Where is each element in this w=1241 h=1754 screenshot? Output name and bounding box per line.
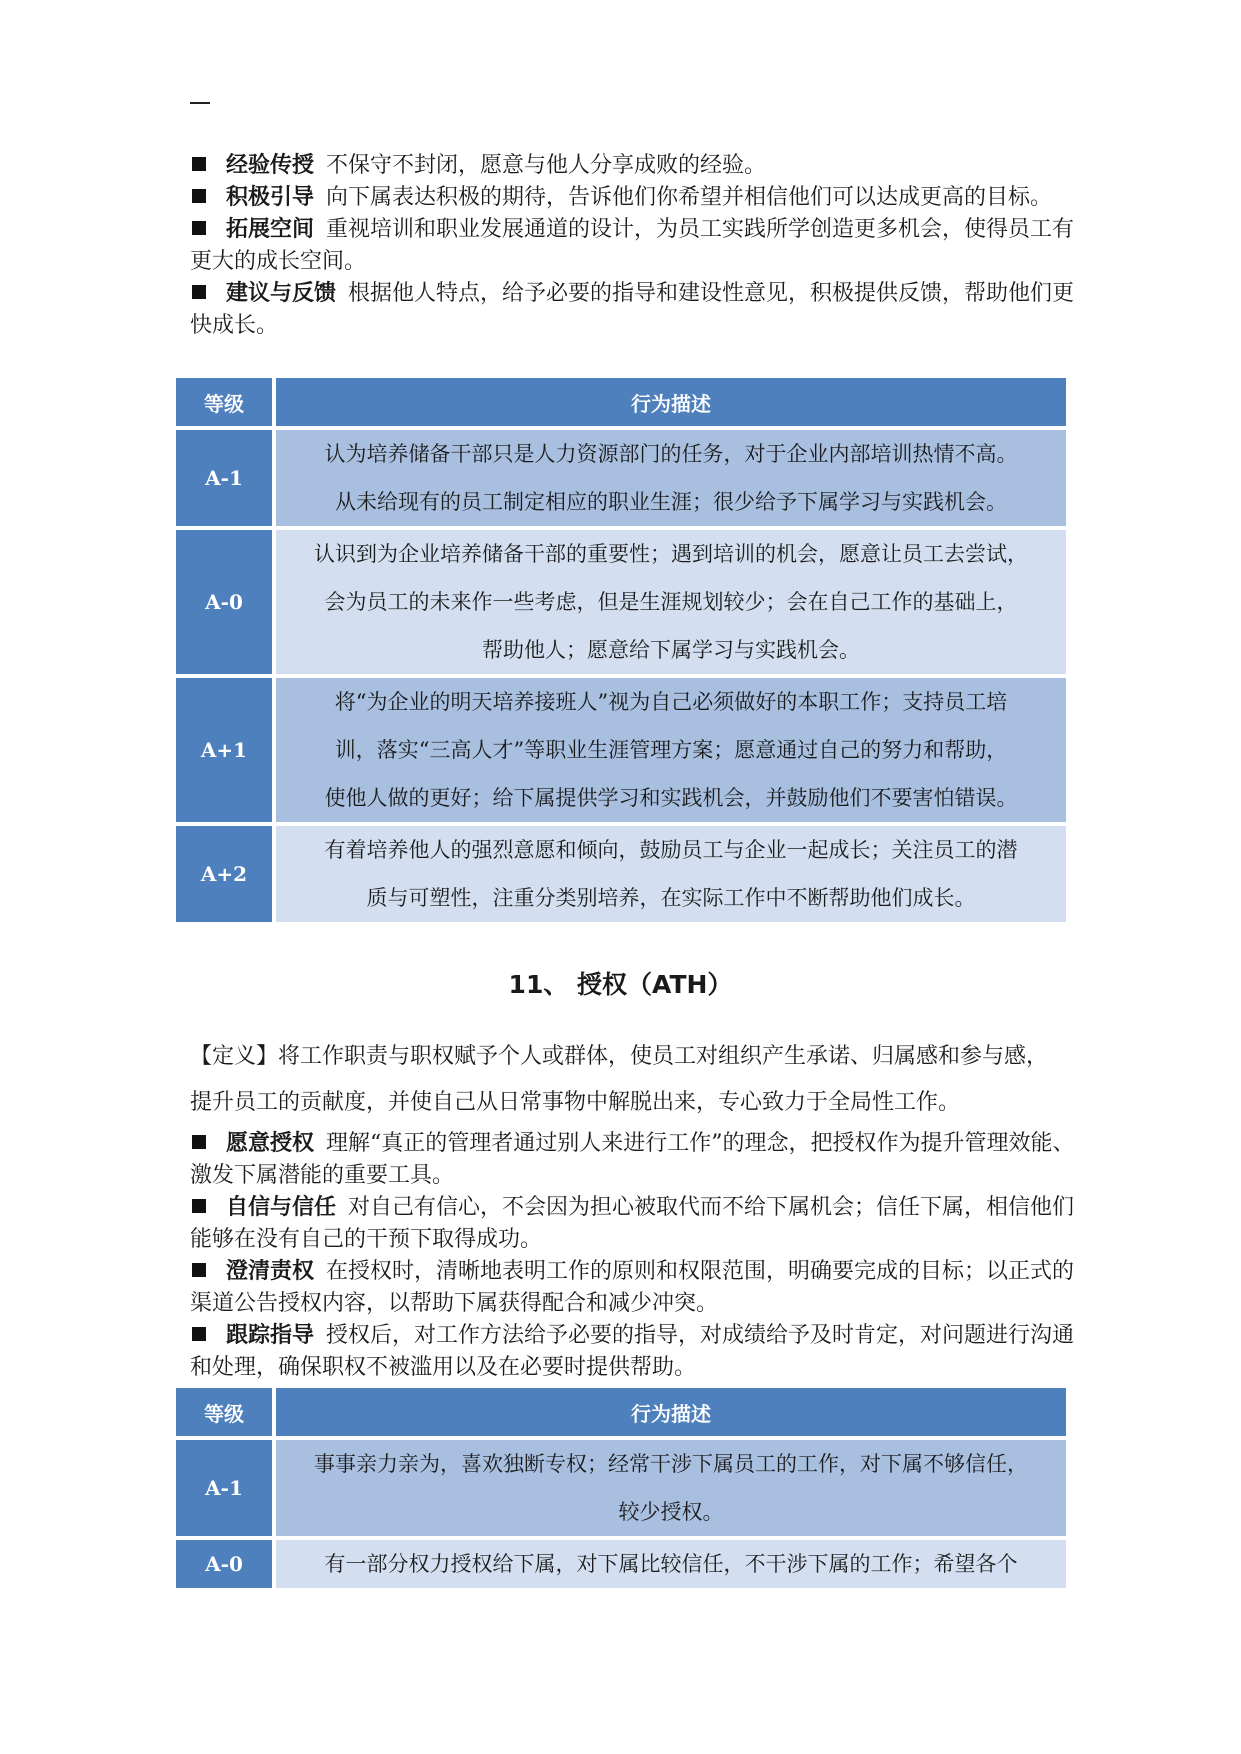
table-row [176, 826, 1066, 922]
table-header-row [176, 378, 1066, 426]
header-description: 行为描述 [276, 1388, 1066, 1436]
definition-label: 定义 [212, 1044, 257, 1069]
grade-cell: A-0 [176, 530, 276, 674]
table-row [176, 430, 1066, 526]
section1-bullets [190, 150, 1080, 342]
behavior-table-2 [176, 1384, 1066, 1592]
grade-cell: A+2 [176, 826, 276, 922]
bullet-item: 经验传授 不保守不封闭，愿意与他人分享成败的经验。 [190, 150, 1080, 182]
square-bullet-icon [192, 221, 206, 235]
description-cell: 将“为企业的明天培养接班人”视为自己必须做好的本职工作；支持员工培 训，落实“三高人才”等职业生涯管理方案；愿意通过自己的努力和帮助， 使他人做的更好；给下属提供学习和实践机会，并鼓励他们不要害怕错误。 [276, 678, 1066, 822]
grade-cell: A-1 [176, 1440, 276, 1536]
header-grade: 等级 [176, 378, 276, 426]
grade-cell: A-1 [176, 430, 276, 526]
definition-line-1: 【定义】将工作职责与职权赋予个人或群体，使员工对组织产生承诺、归属感和参与感， [190, 1044, 1049, 1069]
bullet-item: 澄清责权 在授权时，清晰地表明工作的原则和权限范围，明确要完成的目标；以正式的渠道公告授权内容，以帮助下属获得配合和减少冲突。 [190, 1259, 1075, 1316]
bullet-item: 跟踪指导 授权后，对工作方法给予必要的指导，对成绩给予及时肯定，对问题进行沟通和处理，确保职权不被滥用以及在必要时提供帮助。 [190, 1323, 1075, 1380]
section2-bullets [190, 1128, 1080, 1384]
grade-cell: A+1 [176, 678, 276, 822]
bullet-item: 拓展空间 重视培训和职业发展通道的设计，为员工实践所学创造更多机会，使得员工有更大的成长空间。 [190, 217, 1075, 274]
definition-line-2: 提升员工的贡献度，并使自己从日常事物中解脱出来，专心致力于全局性工作。 [190, 1090, 961, 1115]
square-bullet-icon [192, 285, 206, 299]
bullet-item: 自信与信任 对自己有信心，不会因为担心被取代而不给下属机会；信任下属，相信他们能够在没有自己的干预下取得成功。 [190, 1195, 1075, 1252]
table-row [176, 530, 1066, 674]
description-cell: 有着培养他人的强烈意愿和倾向，鼓励员工与企业一起成长；关注员工的潜 质与可塑性，注重分类别培养，在实际工作中不断帮助他们成长。 [276, 826, 1066, 922]
grade-cell: A-0 [176, 1540, 276, 1588]
table-row [176, 1440, 1066, 1536]
description-cell: 有一部分权力授权给下属，对下属比较信任，不干涉下属的工作；希望各个 [276, 1540, 1066, 1588]
table-row [176, 1540, 1066, 1588]
table-header-row [176, 1388, 1066, 1436]
header-grade: 等级 [176, 1388, 276, 1436]
top-dash-mark [190, 102, 210, 104]
behavior-table-1 [176, 374, 1066, 926]
bullet-item: 愿意授权 理解“真正的管理者通过别人来进行工作”的理念，把授权作为提升管理效能、激发下属潜能的重要工具。 [190, 1131, 1075, 1188]
table-row [176, 678, 1066, 822]
header-description: 行为描述 [276, 378, 1066, 426]
description-cell: 认为培养储备干部只是人力资源部门的任务，对于企业内部培训热情不高。 从未给现有的员工制定相应的职业生涯；很少给予下属学习与实践机会。 [276, 430, 1066, 526]
square-bullet-icon [192, 1327, 206, 1341]
definition-block [190, 1036, 1080, 1124]
square-bullet-icon [192, 1199, 206, 1213]
square-bullet-icon [192, 189, 206, 203]
square-bullet-icon [192, 1263, 206, 1277]
square-bullet-icon [192, 157, 206, 171]
description-cell: 认识到为企业培养储备干部的重要性；遇到培训的机会，愿意让员工去尝试， 会为员工的未来作一些考虑，但是生涯规划较少；会在自己工作的基础上， 帮助他人；愿意给下属学习与实践机会。 [276, 530, 1066, 674]
bullet-item: 积极引导 向下属表达积极的期待，告诉他们你希望并相信他们可以达成更高的目标。 [190, 182, 1080, 214]
description-cell: 事事亲力亲为，喜欢独断专权；经常干涉下属员工的工作，对下属不够信任， 较少授权。 [276, 1440, 1066, 1536]
square-bullet-icon [192, 1135, 206, 1149]
section-title: 11、 授权（ATH） [508, 970, 733, 999]
bullet-item: 建议与反馈 根据他人特点，给予必要的指导和建设性意见，积极提供反馈，帮助他们更快成长。 [190, 281, 1075, 338]
